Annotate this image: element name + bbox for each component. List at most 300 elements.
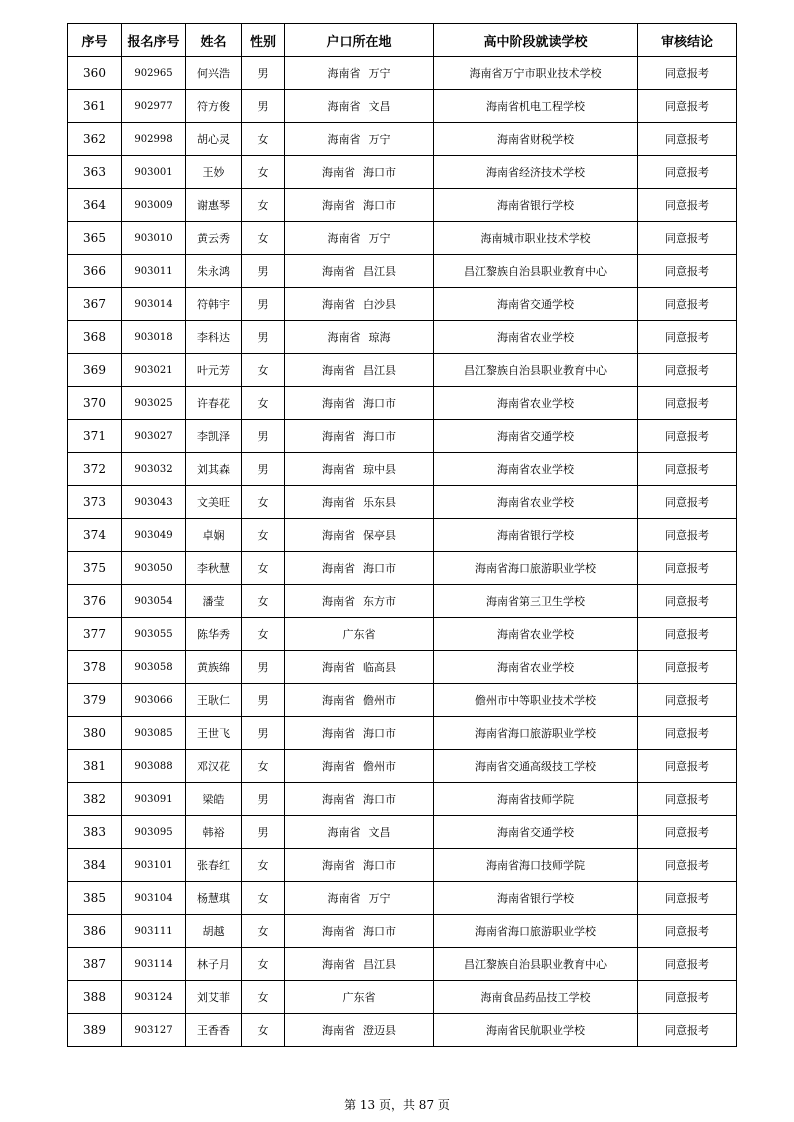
row-school: 海南城市职业技术学校 xyxy=(434,222,638,255)
hukou-city: 白沙县 xyxy=(363,298,396,311)
hukou-province: 海南省 xyxy=(327,100,361,113)
row-result: 同意报考 xyxy=(638,585,737,618)
row-result: 同意报考 xyxy=(638,651,737,684)
table-row xyxy=(68,684,737,717)
hukou-province: 海南省 xyxy=(327,232,361,245)
hukou-city: 文昌 xyxy=(368,100,391,113)
row-reg-no: 903124 xyxy=(122,981,186,1014)
row-seq: 365 xyxy=(68,222,122,255)
row-result: 同意报考 xyxy=(638,486,737,519)
row-name: 邓汉花 xyxy=(186,750,242,783)
row-gender: 女 xyxy=(242,882,285,915)
row-gender: 男 xyxy=(242,321,285,354)
row-seq: 371 xyxy=(68,420,122,453)
hukou-city: 琼海 xyxy=(368,331,391,344)
row-result: 同意报考 xyxy=(638,57,737,90)
table-row xyxy=(68,420,737,453)
row-gender: 女 xyxy=(242,948,285,981)
row-name: 谢惠琴 xyxy=(186,189,242,222)
row-seq: 378 xyxy=(68,651,122,684)
row-gender: 女 xyxy=(242,189,285,222)
table-row xyxy=(68,255,737,288)
row-gender: 女 xyxy=(242,486,285,519)
row-reg-no: 903095 xyxy=(122,816,186,849)
table-row xyxy=(68,57,737,90)
row-name: 王世飞 xyxy=(186,717,242,750)
row-seq: 385 xyxy=(68,882,122,915)
row-gender: 女 xyxy=(242,585,285,618)
row-result: 同意报考 xyxy=(638,420,737,453)
row-reg-no: 903050 xyxy=(122,552,186,585)
row-reg-no: 903088 xyxy=(122,750,186,783)
row-school: 海南省农业学校 xyxy=(434,486,638,519)
hukou-province: 海南省 xyxy=(327,133,361,146)
hukou-city: 海口市 xyxy=(363,199,396,212)
row-seq: 380 xyxy=(68,717,122,750)
row-seq: 381 xyxy=(68,750,122,783)
row-result: 同意报考 xyxy=(638,189,737,222)
row-reg-no: 902977 xyxy=(122,90,186,123)
row-seq: 379 xyxy=(68,684,122,717)
row-name: 梁皓 xyxy=(186,783,242,816)
hukou-province: 海南省 xyxy=(322,298,355,311)
row-gender: 女 xyxy=(242,552,285,585)
row-school: 海南省农业学校 xyxy=(434,453,638,486)
row-gender: 男 xyxy=(242,717,285,750)
hukou-province: 海南省 xyxy=(322,166,355,179)
table-row xyxy=(68,816,737,849)
row-gender: 女 xyxy=(242,222,285,255)
row-school: 海南省银行学校 xyxy=(434,189,638,222)
row-name: 李秋慧 xyxy=(186,552,242,585)
row-reg-no: 903114 xyxy=(122,948,186,981)
header-name: 姓名 xyxy=(186,24,242,57)
row-school: 海南省民航职业学校 xyxy=(434,1014,638,1047)
hukou-province: 海南省 xyxy=(322,199,355,212)
hukou-city: 海口市 xyxy=(363,166,396,179)
row-gender: 女 xyxy=(242,354,285,387)
page-footer: 第 13 页，共 87 页 xyxy=(344,1098,450,1112)
row-result: 同意报考 xyxy=(638,717,737,750)
row-name: 张春红 xyxy=(186,849,242,882)
row-hukou xyxy=(285,948,434,981)
row-seq: 363 xyxy=(68,156,122,189)
row-reg-no: 903111 xyxy=(122,915,186,948)
row-seq: 387 xyxy=(68,948,122,981)
row-school: 海南省万宁市职业技术学校 xyxy=(434,57,638,90)
row-name: 叶元芳 xyxy=(186,354,242,387)
hukou-province: 海南省 xyxy=(322,859,355,872)
row-gender: 男 xyxy=(242,90,285,123)
row-gender: 女 xyxy=(242,519,285,552)
table-row xyxy=(68,453,737,486)
row-reg-no: 903091 xyxy=(122,783,186,816)
row-name: 杨慧琪 xyxy=(186,882,242,915)
row-reg-no: 903014 xyxy=(122,288,186,321)
row-seq: 373 xyxy=(68,486,122,519)
row-hukou xyxy=(285,816,434,849)
row-school: 海南省交通高级技工学校 xyxy=(434,750,638,783)
table-row xyxy=(68,321,737,354)
header-gender: 性别 xyxy=(242,24,285,57)
table-row xyxy=(68,222,737,255)
row-result: 同意报考 xyxy=(638,453,737,486)
row-name: 潘莹 xyxy=(186,585,242,618)
hukou-city: 海口市 xyxy=(363,793,396,806)
hukou-city: 昌江县 xyxy=(363,364,396,377)
hukou-province: 海南省 xyxy=(322,496,355,509)
row-hukou xyxy=(285,552,434,585)
row-gender: 男 xyxy=(242,684,285,717)
row-reg-no: 903043 xyxy=(122,486,186,519)
row-reg-no: 903025 xyxy=(122,387,186,420)
row-hukou xyxy=(285,321,434,354)
row-result: 同意报考 xyxy=(638,90,737,123)
table-row xyxy=(68,849,737,882)
row-reg-no: 903010 xyxy=(122,222,186,255)
hukou-province: 海南省 xyxy=(322,958,355,971)
hukou-province: 海南省 xyxy=(327,892,361,905)
row-seq: 377 xyxy=(68,618,122,651)
row-reg-no: 903009 xyxy=(122,189,186,222)
row-hukou xyxy=(285,255,434,288)
table-row xyxy=(68,486,737,519)
hukou-city: 儋州市 xyxy=(363,694,396,707)
hukou-province: 海南省 xyxy=(322,661,355,674)
row-name: 王耿仁 xyxy=(186,684,242,717)
row-name: 胡心灵 xyxy=(186,123,242,156)
row-name: 符韩宇 xyxy=(186,288,242,321)
row-name: 李科达 xyxy=(186,321,242,354)
row-result: 同意报考 xyxy=(638,981,737,1014)
row-seq: 367 xyxy=(68,288,122,321)
row-seq: 376 xyxy=(68,585,122,618)
row-seq: 361 xyxy=(68,90,122,123)
hukou-province: 海南省 xyxy=(322,793,355,806)
row-school: 海南省银行学校 xyxy=(434,519,638,552)
row-hukou xyxy=(285,486,434,519)
row-seq: 372 xyxy=(68,453,122,486)
hukou-province: 海南省 xyxy=(327,67,361,80)
row-reg-no: 903085 xyxy=(122,717,186,750)
hukou-city: 万宁 xyxy=(368,133,391,146)
header-result: 审核结论 xyxy=(638,24,737,57)
table-row xyxy=(68,519,737,552)
row-gender: 女 xyxy=(242,981,285,1014)
hukou-province: 海南省 xyxy=(322,463,355,476)
row-gender: 男 xyxy=(242,255,285,288)
table-row xyxy=(68,156,737,189)
hukou-city: 昌江县 xyxy=(363,265,396,278)
hukou-province: 海南省 xyxy=(322,925,355,938)
row-seq: 374 xyxy=(68,519,122,552)
row-gender: 男 xyxy=(242,783,285,816)
hukou-province: 海南省 xyxy=(322,694,355,707)
row-name: 朱永鸿 xyxy=(186,255,242,288)
row-result: 同意报考 xyxy=(638,618,737,651)
row-name: 黄云秀 xyxy=(186,222,242,255)
row-result: 同意报考 xyxy=(638,288,737,321)
hukou-city: 文昌 xyxy=(368,826,391,839)
row-gender: 女 xyxy=(242,387,285,420)
hukou-city: 海口市 xyxy=(363,727,396,740)
row-gender: 女 xyxy=(242,156,285,189)
row-hukou xyxy=(285,585,434,618)
row-gender: 男 xyxy=(242,420,285,453)
row-hukou xyxy=(285,750,434,783)
row-seq: 384 xyxy=(68,849,122,882)
row-hukou xyxy=(285,783,434,816)
row-result: 同意报考 xyxy=(638,321,737,354)
row-hukou xyxy=(285,288,434,321)
row-school: 海南省第三卫生学校 xyxy=(434,585,638,618)
hukou-city: 临高县 xyxy=(363,661,396,674)
row-name: 文美旺 xyxy=(186,486,242,519)
row-seq: 382 xyxy=(68,783,122,816)
row-name: 胡越 xyxy=(186,915,242,948)
hukou-city: 海口市 xyxy=(363,430,396,443)
row-school: 海南省海口技师学院 xyxy=(434,849,638,882)
row-gender: 男 xyxy=(242,651,285,684)
row-seq: 386 xyxy=(68,915,122,948)
row-reg-no: 903055 xyxy=(122,618,186,651)
row-result: 同意报考 xyxy=(638,387,737,420)
row-school: 海南省农业学校 xyxy=(434,651,638,684)
row-result: 同意报考 xyxy=(638,255,737,288)
hukou-city: 东方市 xyxy=(363,595,396,608)
row-reg-no: 903066 xyxy=(122,684,186,717)
row-school: 海南省农业学校 xyxy=(434,321,638,354)
row-seq: 368 xyxy=(68,321,122,354)
row-school: 昌江黎族自治县职业教育中心 xyxy=(434,255,638,288)
header-reg-no: 报名序号 xyxy=(122,24,186,57)
hukou-city: 乐东县 xyxy=(363,496,396,509)
row-result: 同意报考 xyxy=(638,849,737,882)
row-result: 同意报考 xyxy=(638,222,737,255)
row-seq: 360 xyxy=(68,57,122,90)
hukou-province: 海南省 xyxy=(322,364,355,377)
table-row xyxy=(68,981,737,1014)
hukou-province: 广东省 xyxy=(342,991,376,1004)
row-seq: 369 xyxy=(68,354,122,387)
hukou-province: 海南省 xyxy=(327,826,361,839)
hukou-city: 万宁 xyxy=(368,892,391,905)
table-row xyxy=(68,717,737,750)
row-school: 海南省技师学院 xyxy=(434,783,638,816)
row-gender: 男 xyxy=(242,57,285,90)
row-name: 林子月 xyxy=(186,948,242,981)
row-gender: 女 xyxy=(242,849,285,882)
row-hukou xyxy=(285,420,434,453)
header-school: 高中阶段就读学校 xyxy=(434,24,638,57)
row-gender: 女 xyxy=(242,915,285,948)
hukou-city: 保亭县 xyxy=(363,529,396,542)
table-row xyxy=(68,123,737,156)
hukou-province: 海南省 xyxy=(322,529,355,542)
table-row xyxy=(68,552,737,585)
header-hukou: 户口所在地 xyxy=(285,24,434,57)
hukou-city: 海口市 xyxy=(363,397,396,410)
row-school: 海南省机电工程学校 xyxy=(434,90,638,123)
row-reg-no: 903027 xyxy=(122,420,186,453)
row-result: 同意报考 xyxy=(638,948,737,981)
hukou-province: 海南省 xyxy=(322,265,355,278)
row-seq: 370 xyxy=(68,387,122,420)
row-result: 同意报考 xyxy=(638,1014,737,1047)
row-hukou xyxy=(285,90,434,123)
hukou-city: 儋州市 xyxy=(363,760,396,773)
hukou-city: 昌江县 xyxy=(363,958,396,971)
row-name: 刘其森 xyxy=(186,453,242,486)
row-school: 海南省农业学校 xyxy=(434,387,638,420)
row-school: 海南省海口旅游职业学校 xyxy=(434,915,638,948)
row-seq: 364 xyxy=(68,189,122,222)
hukou-province: 广东省 xyxy=(342,628,376,641)
hukou-city: 海口市 xyxy=(363,859,396,872)
row-hukou xyxy=(285,123,434,156)
row-reg-no: 903018 xyxy=(122,321,186,354)
row-reg-no: 903104 xyxy=(122,882,186,915)
row-school: 海南省海口旅游职业学校 xyxy=(434,717,638,750)
row-hukou xyxy=(285,519,434,552)
row-hukou xyxy=(285,981,434,1014)
row-reg-no: 903127 xyxy=(122,1014,186,1047)
row-result: 同意报考 xyxy=(638,156,737,189)
table-row xyxy=(68,882,737,915)
row-hukou xyxy=(285,57,434,90)
row-hukou xyxy=(285,387,434,420)
row-hukou xyxy=(285,651,434,684)
table-row xyxy=(68,783,737,816)
row-seq: 362 xyxy=(68,123,122,156)
row-seq: 383 xyxy=(68,816,122,849)
table-row xyxy=(68,387,737,420)
row-reg-no: 903049 xyxy=(122,519,186,552)
row-result: 同意报考 xyxy=(638,882,737,915)
row-gender: 男 xyxy=(242,453,285,486)
row-hukou xyxy=(285,915,434,948)
hukou-province: 海南省 xyxy=(322,727,355,740)
row-hukou xyxy=(285,717,434,750)
row-result: 同意报考 xyxy=(638,354,737,387)
row-hukou xyxy=(285,849,434,882)
hukou-city: 海口市 xyxy=(363,562,396,575)
table-row xyxy=(68,948,737,981)
hukou-province: 海南省 xyxy=(322,562,355,575)
row-name: 韩裕 xyxy=(186,816,242,849)
row-reg-no: 902998 xyxy=(122,123,186,156)
table-row xyxy=(68,585,737,618)
row-reg-no: 902965 xyxy=(122,57,186,90)
row-school: 海南省海口旅游职业学校 xyxy=(434,552,638,585)
row-hukou xyxy=(285,882,434,915)
row-name: 王香香 xyxy=(186,1014,242,1047)
row-result: 同意报考 xyxy=(638,552,737,585)
row-seq: 388 xyxy=(68,981,122,1014)
row-result: 同意报考 xyxy=(638,750,737,783)
row-gender: 男 xyxy=(242,816,285,849)
hukou-province: 海南省 xyxy=(322,397,355,410)
row-hukou xyxy=(285,453,434,486)
row-name: 陈华秀 xyxy=(186,618,242,651)
row-reg-no: 903032 xyxy=(122,453,186,486)
table-row xyxy=(68,189,737,222)
row-reg-no: 903054 xyxy=(122,585,186,618)
hukou-city: 万宁 xyxy=(368,232,391,245)
row-name: 刘艾菲 xyxy=(186,981,242,1014)
row-school: 海南食品药品技工学校 xyxy=(434,981,638,1014)
hukou-city: 琼中县 xyxy=(363,463,396,476)
row-seq: 366 xyxy=(68,255,122,288)
row-name: 卓娴 xyxy=(186,519,242,552)
row-name: 王妙 xyxy=(186,156,242,189)
row-school: 海南省交通学校 xyxy=(434,420,638,453)
hukou-province: 海南省 xyxy=(322,760,355,773)
table-row xyxy=(68,288,737,321)
row-hukou xyxy=(285,189,434,222)
row-name: 许春花 xyxy=(186,387,242,420)
hukou-province: 海南省 xyxy=(327,331,361,344)
row-reg-no: 903011 xyxy=(122,255,186,288)
row-reg-no: 903021 xyxy=(122,354,186,387)
row-name: 符方俊 xyxy=(186,90,242,123)
hukou-city: 海口市 xyxy=(363,925,396,938)
row-gender: 女 xyxy=(242,618,285,651)
row-hukou xyxy=(285,222,434,255)
row-school: 海南省银行学校 xyxy=(434,882,638,915)
row-result: 同意报考 xyxy=(638,816,737,849)
hukou-city: 万宁 xyxy=(368,67,391,80)
row-gender: 女 xyxy=(242,123,285,156)
row-hukou xyxy=(285,618,434,651)
row-result: 同意报考 xyxy=(638,915,737,948)
hukou-province: 海南省 xyxy=(322,595,355,608)
header-seq: 序号 xyxy=(68,24,122,57)
row-name: 李凯泽 xyxy=(186,420,242,453)
row-gender: 女 xyxy=(242,750,285,783)
hukou-province: 海南省 xyxy=(322,430,355,443)
row-school: 海南省交通学校 xyxy=(434,288,638,321)
table-row xyxy=(68,1014,737,1047)
row-result: 同意报考 xyxy=(638,684,737,717)
table-row xyxy=(68,618,737,651)
row-school: 昌江黎族自治县职业教育中心 xyxy=(434,354,638,387)
table-row xyxy=(68,651,737,684)
row-school: 海南省交通学校 xyxy=(434,816,638,849)
row-hukou xyxy=(285,156,434,189)
table-header-row xyxy=(68,24,737,57)
hukou-city: 澄迈县 xyxy=(363,1024,396,1037)
row-result: 同意报考 xyxy=(638,783,737,816)
row-result: 同意报考 xyxy=(638,123,737,156)
row-school: 海南省经济技术学校 xyxy=(434,156,638,189)
row-name: 黄族绵 xyxy=(186,651,242,684)
table-row xyxy=(68,90,737,123)
table-row xyxy=(68,915,737,948)
row-reg-no: 903101 xyxy=(122,849,186,882)
row-seq: 389 xyxy=(68,1014,122,1047)
table-row xyxy=(68,750,737,783)
hukou-province: 海南省 xyxy=(322,1024,355,1037)
applicant-review-table xyxy=(67,23,737,1047)
row-school: 海南省农业学校 xyxy=(434,618,638,651)
table-body xyxy=(68,57,737,1047)
row-seq: 375 xyxy=(68,552,122,585)
row-school: 儋州市中等职业技术学校 xyxy=(434,684,638,717)
row-reg-no: 903001 xyxy=(122,156,186,189)
row-hukou xyxy=(285,684,434,717)
row-name: 何兴浩 xyxy=(186,57,242,90)
